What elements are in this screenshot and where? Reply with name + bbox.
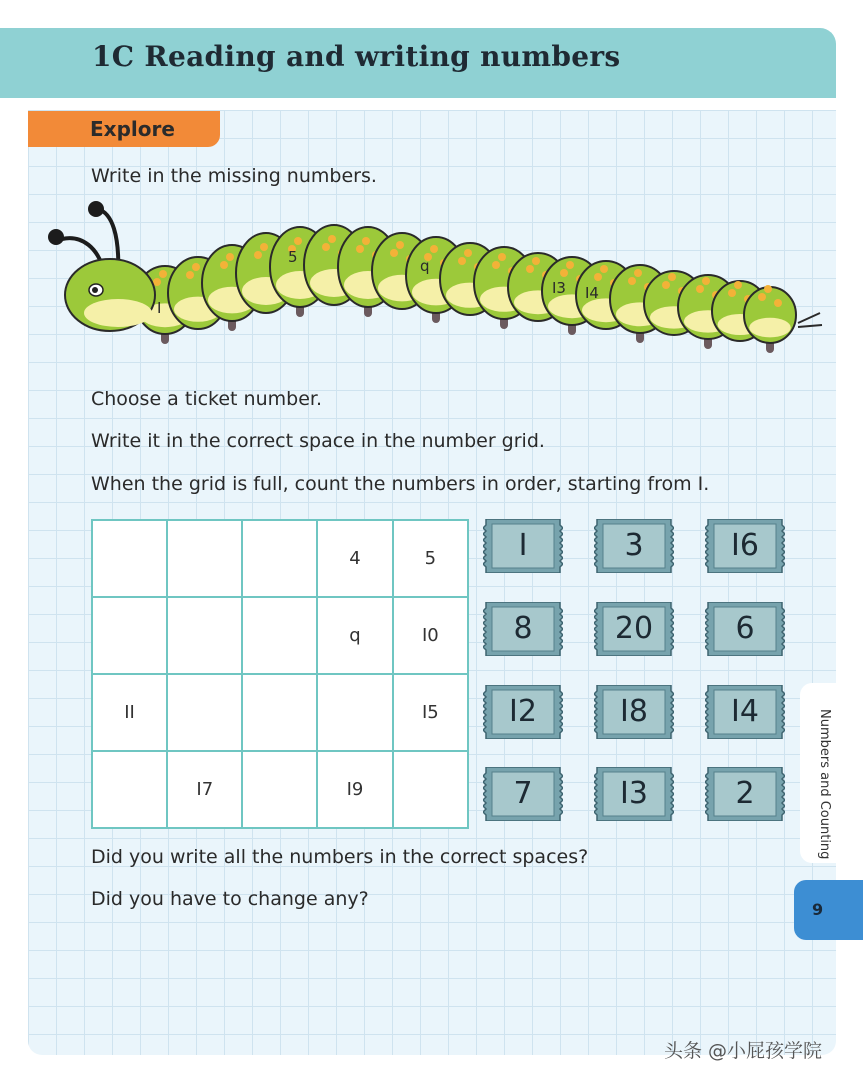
grid-cell[interactable] [167, 520, 242, 597]
segment-label-13: I3 [552, 279, 566, 297]
caterpillar-spot [634, 269, 642, 277]
caterpillar-spot [696, 285, 704, 293]
caterpillar-spot [186, 271, 194, 279]
caterpillar-spot [728, 289, 736, 297]
grid-cell[interactable] [242, 520, 317, 597]
grid-cell[interactable] [393, 751, 468, 828]
grid-row [92, 674, 468, 751]
explore-label: Explore [90, 117, 175, 141]
grid-cell[interactable] [92, 597, 167, 674]
ticket-number: I6 [731, 528, 759, 563]
instruction-count: When the grid is full, count the numbers in order, starting from I. [91, 473, 710, 495]
ticket-number: 8 [513, 611, 533, 646]
caterpillar-spot [362, 237, 370, 245]
caterpillar-spot [294, 237, 302, 245]
ticket-10[interactable] [594, 767, 674, 821]
caterpillar-spot [566, 261, 574, 269]
instruction-choose: Choose a ticket number. [91, 388, 322, 410]
grid-cell: I0 [393, 597, 468, 674]
segment-label-5: 5 [288, 248, 298, 266]
grid-row [92, 597, 468, 674]
grid-row [92, 520, 468, 597]
ticket-number: I3 [620, 776, 648, 811]
antenna-tip-left [48, 229, 64, 245]
section-label: Numbers and Counting [817, 709, 832, 860]
page-number-tab [794, 880, 863, 940]
caterpillar-spot [758, 293, 766, 301]
segment-label-14: I4 [585, 284, 599, 302]
grid-cell[interactable] [167, 597, 242, 674]
caterpillar-spot [430, 245, 438, 253]
caterpillar-spot [594, 273, 602, 281]
instruction-write: Write it in the correct space in the number grid. [91, 430, 545, 452]
caterpillar-spot [464, 249, 472, 257]
ticket-number: I2 [509, 694, 537, 729]
caterpillar-spot [662, 281, 670, 289]
caterpillar-spot [356, 245, 364, 253]
caterpillar-spot [159, 270, 167, 278]
grid-cell[interactable] [92, 520, 167, 597]
caterpillar-spot [492, 261, 500, 269]
antenna-tip-right [88, 201, 104, 217]
number-grid [91, 519, 469, 829]
caterpillar-spot [600, 265, 608, 273]
caterpillar-spot [774, 299, 782, 307]
caterpillar-spot [764, 285, 772, 293]
caterpillar-tail [798, 313, 822, 327]
ticket-number: I [518, 528, 528, 563]
caterpillar-spot [560, 269, 568, 277]
caterpillar-spot [254, 251, 262, 259]
question-change: Did you have to change any? [91, 888, 369, 910]
caterpillar-spot [498, 253, 506, 261]
grid-cell[interactable] [92, 751, 167, 828]
header-banner [0, 28, 836, 98]
ticket-number: 7 [513, 776, 533, 811]
explore-tab [28, 111, 220, 147]
grid-cell: q [317, 597, 392, 674]
grid-cell[interactable] [167, 674, 242, 751]
caterpillar-body [135, 225, 796, 353]
ticket-0[interactable] [483, 519, 563, 573]
grid-cell: II [92, 674, 167, 751]
grid-cell: 5 [393, 520, 468, 597]
caterpillar-chin [84, 299, 152, 327]
grid-row [92, 751, 468, 828]
ticket-4[interactable] [594, 602, 674, 656]
ticket-2[interactable] [705, 519, 785, 573]
grid-cell: 4 [317, 520, 392, 597]
ticket-8[interactable] [705, 685, 785, 739]
ticket-11[interactable] [705, 767, 785, 821]
section-side-tab [800, 683, 836, 863]
grid-cell: I7 [167, 751, 242, 828]
instruction-missing: Write in the missing numbers. [91, 165, 377, 187]
caterpillar-pupil [92, 287, 98, 293]
grid-cell[interactable] [242, 751, 317, 828]
segment-label-9: q [420, 257, 430, 275]
ticket-6[interactable] [483, 685, 563, 739]
ticket-number: 2 [735, 776, 755, 811]
page-title: 1C Reading and writing numbers [92, 40, 621, 73]
watermark-text: 头条 @小屁孩学院 [664, 1040, 823, 1062]
ticket-number: I4 [731, 694, 759, 729]
page-number: 9 [812, 900, 824, 919]
caterpillar-illustration [40, 195, 830, 370]
caterpillar-spot [322, 243, 330, 251]
caterpillar-spot [396, 241, 404, 249]
caterpillar-spot [734, 281, 742, 289]
ticket-number: 20 [614, 611, 654, 646]
caterpillar-spot [668, 273, 676, 281]
caterpillar-belly [749, 318, 791, 338]
caterpillar-spot [458, 257, 466, 265]
caterpillar-spot [526, 265, 534, 273]
caterpillar-spot [226, 253, 234, 261]
caterpillar-spot [702, 277, 710, 285]
grid-cell: I5 [393, 674, 468, 751]
ticket-7[interactable] [594, 685, 674, 739]
caterpillar-spot [220, 261, 228, 269]
ticket-1[interactable] [594, 519, 674, 573]
grid-cell[interactable] [317, 674, 392, 751]
ticket-5[interactable] [705, 602, 785, 656]
caterpillar-spot [532, 257, 540, 265]
ticket-number: I8 [620, 694, 648, 729]
segment-label-1: I [157, 299, 162, 317]
ticket-3[interactable] [483, 602, 563, 656]
ticket-number: 6 [735, 611, 755, 646]
caterpillar-spot [260, 243, 268, 251]
caterpillar-spot [328, 235, 336, 243]
ticket-9[interactable] [483, 767, 563, 821]
caterpillar-spot [628, 277, 636, 285]
grid-cell[interactable] [242, 674, 317, 751]
grid-cell: I9 [317, 751, 392, 828]
grid-cell[interactable] [242, 597, 317, 674]
ticket-number: 3 [624, 528, 644, 563]
caterpillar-spot [192, 263, 200, 271]
caterpillar-spot [390, 249, 398, 257]
question-correct-spaces: Did you write all the numbers in the correct spaces? [91, 846, 589, 868]
